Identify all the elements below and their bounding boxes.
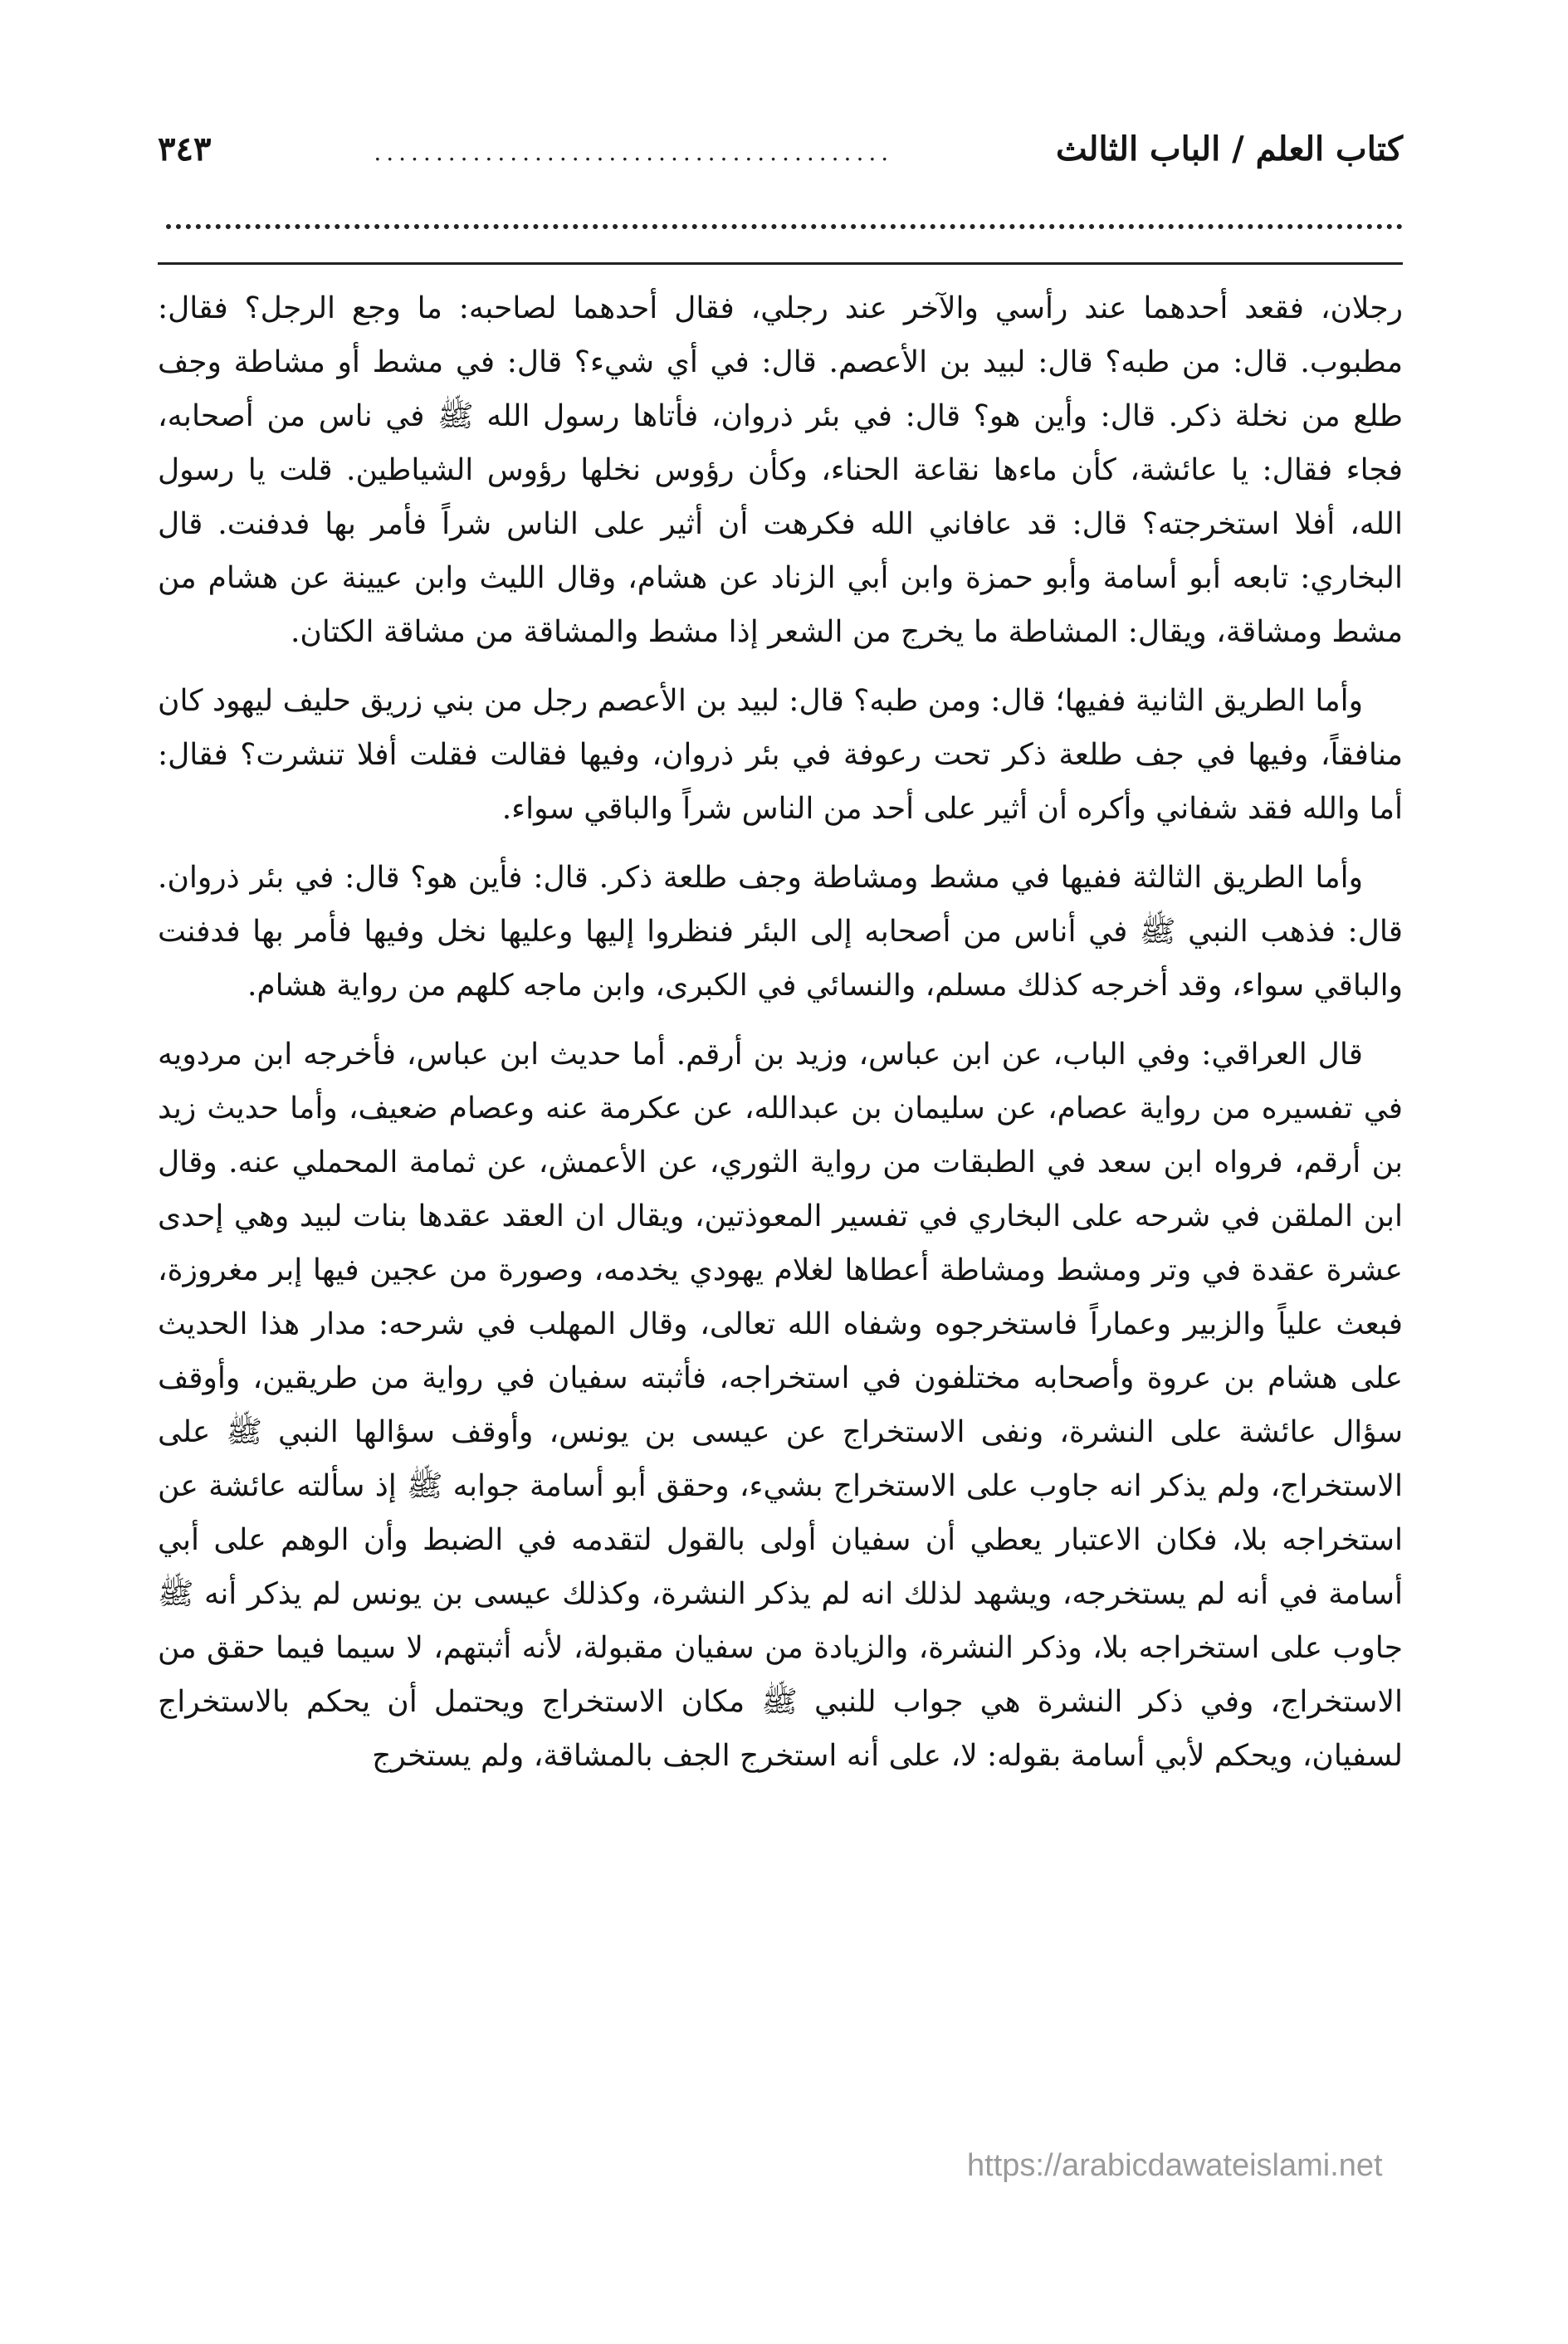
- running-header: [158, 125, 1403, 174]
- watermark-url: https://arabicdawateislami.net: [967, 2148, 1383, 2183]
- body-text: [158, 281, 1403, 1783]
- paragraph-1: رجلان، فقعد أحدهما عند رأسي والآخر عند رجلي، فقال أحدهما لصاحبه: ما وجع الرجل؟ فقال: مطبوب. قال: من طبه؟ قال: لبيد بن الأعصم. قال: في أي شيء؟ قال: في مشط أو مشاطة وجف طلع من نخلة ذكر. قال: وأين هو؟ قال: في بئر ذروان، فأتاها رسول الله ﷺ في ناس من أصحابه، فجاء فقال: يا عائشة، كأن ماءها نقاعة الحناء، وكأن رؤوس نخلها رؤوس الشياطين. قلت يا رسول الله، أفلا استخرجته؟ قال: قد عافاني الله فكرهت أن أثير على الناس شراً فأمر بها فدفنت. قال البخاري: تابعه أبو أسامة وأبو حمزة وابن أبي الزناد عن هشام، وقال الليث وابن عيينة عن هشام من مشط ومشاقة، ويقال: المشاطة ما يخرج من الشعر إذا مشط والمشاقة من مشاقة الكتان.: [158, 291, 1403, 649]
- header-dot-leader: ..........................................: [374, 139, 894, 166]
- document-page: [158, 125, 1403, 1798]
- paragraph-3: وأما الطريق الثالثة ففيها في مشط ومشاطة وجف طلعة ذكر. قال: فأين هو؟ قال: في بئر ذروان. قال: فذهب النبي ﷺ في أناس من أصحابه إلى البئر فنظروا إليها وعليها نخل وفيها فأمر بها فدفنت والباقي سواء، وقد أخرجه كذلك مسلم، والنسائي في الكبرى، وابن ماجه كلهم من رواية هشام.: [158, 861, 1403, 1003]
- paragraph-4: قال العراقي: وفي الباب، عن ابن عباس، وزيد بن أرقم. أما حديث ابن عباس، فأخرجه ابن مردويه في تفسيره من رواية عصام، عن سليمان بن عبدالله، عن عكرمة عنه وعصام ضعيف، وأما حديث زيد بن أرقم، فرواه ابن سعد في الطبقات من رواية الثوري، عن الأعمش، عن ثمامة المحملي عنه. وقال ابن الملقن في شرحه على البخاري في تفسير المعوذتين، ويقال ان العقد عقدها بنات لبيد وهي إحدى عشرة عقدة في وتر ومشط ومشاطة أعطاها لغلام يهودي يخدمه، وصورة من عجين فيها إبر مغروزة، فبعث علياً والزبير وعماراً فاستخرجوه وشفاه الله تعالى، وقال المهلب في شرحه: مدار هذا الحديث على هشام بن عروة وأصحابه مختلفون في استخراجه، فأثبته سفيان في رواية من طريقين، وأوقف سؤال عائشة على النشرة، ونفى الاستخراج عن عيسى بن يونس، وأوقف سؤالها النبي ﷺ على الاستخراج، ولم يذكر انه جاوب على الاستخراج بشيء، وحقق أبو أسامة جوابه ﷺ إذ سألته عائشة عن استخراجه بلا، فكان الاعتبار يعطي أن سفيان أولى بالقول لتقدمه في الضبط وأن الوهم على أبي أسامة في أنه لم يستخرجه، ويشهد لذلك انه لم يذكر النشرة، وكذلك عيسى بن يونس لم يذكر أنه ﷺ جاوب على استخراجه بلا، وذكر النشرة، والزيادة من سفيان مقبولة، لأنه أثبتهم، لا سيما فيما حقق من الاستخراج، وفي ذكر النشرة هي جواب للنبي ﷺ مكان الاستخراج ويحتمل أن يحكم بالاستخراج لسفيان، ويحكم لأبي أسامة بقوله: لا، على أنه استخرج الجف بالمشاقة، ولم يستخرج: [158, 1038, 1403, 1773]
- paragraph-2: وأما الطريق الثانية ففيها؛ قال: ومن طبه؟ قال: لبيد بن الأعصم رجل من بني زريق حليف ليهود كان منافقاً، وفيها في جف طلعة ذكر تحت رعوفة في بئر ذروان، وفيها فقالت فقلت أفلا تنشرت؟ فقال: أما والله فقد شفاني وأكره أن أثير على أحد من الناس شراً والباقي سواء.: [158, 684, 1403, 826]
- running-title: كتاب العلم / الباب الثالث: [1056, 129, 1403, 168]
- page-number: ٣٤٣: [158, 129, 212, 168]
- horizontal-rule: [158, 262, 1403, 265]
- dotted-separator: [166, 208, 1403, 229]
